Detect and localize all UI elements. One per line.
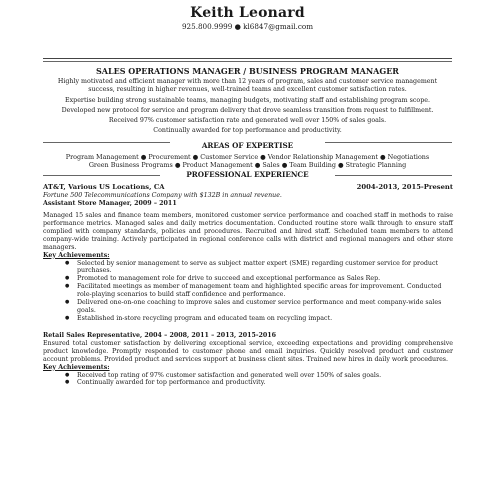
company-note: Fortune 500 Telecommunications Company with $132B in annual revenue.	[43, 192, 282, 199]
summary-line: Expertise building strong sustainable teams, managing budgets, motivating staff and establishing program scope.	[65, 97, 430, 104]
job-title: SALES OPERATIONS MANAGER / BUSINESS PROGRAM MANAGER	[96, 66, 399, 76]
header-divider-top	[43, 58, 452, 59]
candidate-name: Keith Leonard	[190, 5, 305, 21]
achievement-item: ● Received top rating of 97% customer satisfaction and generated well over 150% of sales goals.	[65, 372, 453, 380]
achievement-item: ● Promoted to management role for drive to succeed and exceptional performance as Sales Rep.	[65, 275, 453, 283]
company-dates: 2004-2013, 2015-Present	[356, 183, 453, 191]
achievement-item: ● Established in-store recycling program and educated team on recycling impact.	[65, 315, 453, 323]
expertise-line: Program Management ● Procurement ● Customer Service ● Vendor Relationship Management ● Negotiations	[65, 153, 430, 161]
contact-info: 925.800.9999 ● kl6847@gmail.com	[181, 22, 314, 31]
experience-heading: PROFESSIONAL EXPERIENCE	[160, 170, 335, 179]
company-name: AT&T, Various US Locations, CA	[43, 183, 165, 191]
summary-line: Received 97% customer satisfaction rate and generated well over 150% of sales goals.	[108, 117, 387, 124]
achievement-item: ● Facilitated meetings as member of management team and highlighted specific areas for improvement. Conducted role-playing scenarios to build staff confidence and performance.	[65, 283, 453, 299]
achievement-list	[43, 372, 453, 388]
role-description: Managed 15 sales and finance team members, monitored customer service performance and coached staff in methods to raise performance metrics. Managed sales and daily metrics documentation. Conducted routine store walk through to ensure staff complied with company standards, policies and procedures. Recruited and hired staff. Scheduled team members to attend company-wide training. Actively participated in regional conference calls with district and regional managers and other store managers.	[43, 212, 453, 251]
achievement-item: ● Delivered one-on-one coaching to improve sales and customer service performance and meet company-wide sales goals.	[65, 299, 453, 315]
key-achievements-label: Key Achievements:	[43, 363, 110, 371]
role-description: Ensured total customer satisfaction by delivering exceptional service, exceeding expectations and providing comprehensive product knowledge. Promptly responded to customer phone and email inquiries. Quickly resolved product and customer account problems. Provided product and services support at business client sites. Trained new hires in daily work procedures.	[43, 339, 453, 363]
achievement-list	[43, 260, 453, 323]
key-achievements-label: Key Achievements:	[43, 251, 110, 259]
summary-line: Developed new protocol for service and program delivery that drove seamless transition from request to fulfillment.	[61, 107, 434, 114]
summary-line: Highly motivated and efficient manager with more than 12 years of program, sales and customer service management	[57, 78, 438, 85]
expertise-heading: AREAS OF EXPERTISE	[170, 141, 325, 150]
achievement-item: ● Continually awarded for top performance and productivity.	[65, 379, 453, 387]
expertise-line: Green Business Programs ● Product Management ● Sales ● Team Building ● Strategic Planning	[88, 161, 407, 169]
role-title: Assistant Store Manager, 2009 – 2011	[43, 200, 177, 207]
header-divider-bottom	[43, 61, 452, 62]
achievement-item: ● Selected by senior management to serve as subject matter expert (SME) regarding customer service for product purchases.	[65, 260, 453, 276]
job-block-att	[43, 183, 453, 387]
summary-line: success, resulting in higher revenues, well-trained teams and excellent customer satisfaction rates.	[88, 86, 407, 93]
summary-line: Continually awarded for top performance and productivity.	[153, 127, 342, 134]
role-title: Retail Sales Representative, 2004 – 2008, 2011 – 2013, 2015-2016	[43, 331, 277, 339]
